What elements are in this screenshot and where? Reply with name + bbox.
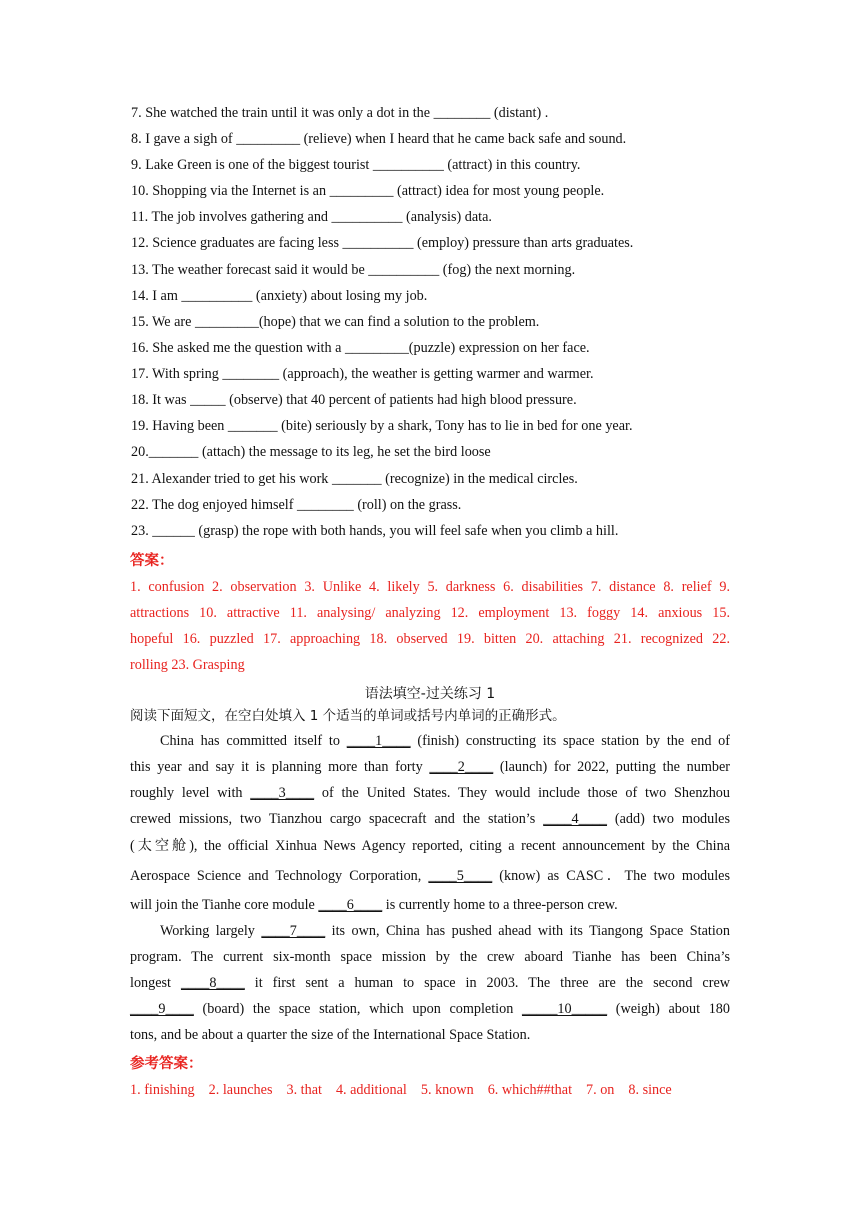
passage-line: longest ____8____ it first sent a human to space in 2003. The three are the second crew [130,975,730,991]
answer-item: 6. which##that [487,1082,573,1098]
answer-line: 1. confusion 2. observation 3. Unlike 4. likely 5. darkness 6. disabilities 7. distance 8. relief 9. [130,579,730,595]
reference-answer-heading: 参考答案： [130,1056,203,1072]
passage-line: will join the Tianhe core module ____6____ is currently home to a three-person crew. [130,897,618,913]
answer-item: 1. finishing [130,1082,195,1098]
answer-item: 4. additional [335,1082,407,1098]
exercise-line: 11. The job involves gathering and __________ (analysis) data. [131,209,492,225]
answer-item: 7. on [586,1082,615,1098]
passage-line: roughly level with ____3____ of the United States. They would include those of two Shenzhou [130,785,730,801]
answer-item: 8. since [628,1082,672,1098]
exercise-line: 7. She watched the train until it was only a dot in the ________ (distant) . [131,105,549,121]
answer-item: 2. launches [208,1082,273,1098]
exercise-line: 22. The dog enjoyed himself ________ (roll) on the grass. [131,497,462,513]
exercise-line: 14. I am __________ (anxiety) about losing my job. [131,288,428,304]
blank-10: _____10_____ [521,1001,608,1017]
passage-line: crewed missions, two Tianzhou cargo spacecraft and the station’s ____4____ (add) two modules [130,811,730,827]
exercise-line: 18. It was _____ (observe) that 40 percent of patients had high blood pressure. [131,392,577,408]
exercise-line: 13. The weather forecast said it would be __________ (fog) the next morning. [131,262,576,278]
exercise-line: 19. Having been _______ (bite) seriously by a shark, Tony has to lie in bed for one year. [131,418,633,434]
passage-line: (太空舱), the official Xinhua News Agency reported, citing a recent announcement by the China [130,838,730,854]
answer-item: 5. known [420,1082,474,1098]
exercise-line: 10. Shopping via the Internet is an _________ (attract) idea for most young people. [131,183,605,199]
exercise-line: 8. I gave a sigh of _________ (relieve) when I heard that he came back safe and sound. [131,131,627,147]
blank-4: ____4____ [543,811,608,827]
passage-line: program. The current six-month space mission by the crew aboard Tianhe has been China’s [130,949,730,965]
passage-line: Aerospace Science and Technology Corporation, ____5____ (know) as CASC．The two modules [130,868,731,884]
exercise-line: 23. ______ (grasp) the rope with both hands, you will feel safe when you climb a hill. [131,523,619,539]
exercise-line: 17. With spring ________ (approach), the weather is getting warmer and warmer. [131,366,594,382]
blank-6: ____6____ [318,897,383,913]
blank-8: ____8____ [180,975,245,991]
blank-9: ____9____ [130,1001,194,1017]
exercise-line: 16. She asked me the question with a _________(puzzle) expression on her face. [131,340,590,356]
passage-line: this year and say it is planning more than forty ____2____ (launch) for 2022, putting the number [130,759,730,775]
passage-line: China has committed itself to ____1____ (finish) constructing its space station by the end of [160,733,730,749]
section-title: 语法填空-过关练习 1 [364,686,496,702]
blank-5: ____5____ [428,868,493,884]
answer-line: rolling 23. Grasping [130,657,245,673]
answer-line: hopeful 16. puzzled 17. approaching 18. observed 19. bitten 20. attaching 21. recognized 22. [130,631,730,647]
answer-item: 3. that [286,1082,322,1098]
answer-heading: 答案： [130,553,174,569]
passage-line: tons, and be about a quarter the size of the International Space Station. [130,1027,531,1043]
instruction: 阅读下面短文，在空白处填入 1 个适当的单词或括号内单词的正确形式。 [130,708,566,724]
exercise-line: 20._______ (attach) the message to its leg, he set the bird loose [131,444,491,460]
passage-line: ____9____ (board) the space station, which upon completion _____10_____ (weigh) about 180 [130,1001,730,1017]
reference-answer-line [130,1082,686,1099]
answer-line: attractions 10. attractive 11. analysing/ analyzing 12. employment 13. foggy 14. anxious 15. [130,605,730,621]
exercise-line: 21. Alexander tried to get his work _______ (recognize) in the medical circles. [131,471,578,487]
exercise-line: 15. We are _________(hope) that we can find a solution to the problem. [131,314,540,330]
blank-3: ____3____ [250,785,315,801]
passage-line: Working largely ____7____ its own, China has pushed ahead with its Tiangong Space Station [160,923,730,939]
exercise-line: 9. Lake Green is one of the biggest tourist __________ (attract) in this country. [131,157,581,173]
exercise-line: 12. Science graduates are facing less __________ (employ) pressure than arts graduates. [131,235,634,251]
blank-1: ____1____ [346,733,411,749]
blank-2: ____2____ [429,759,494,775]
blank-7: ____7____ [261,923,326,939]
